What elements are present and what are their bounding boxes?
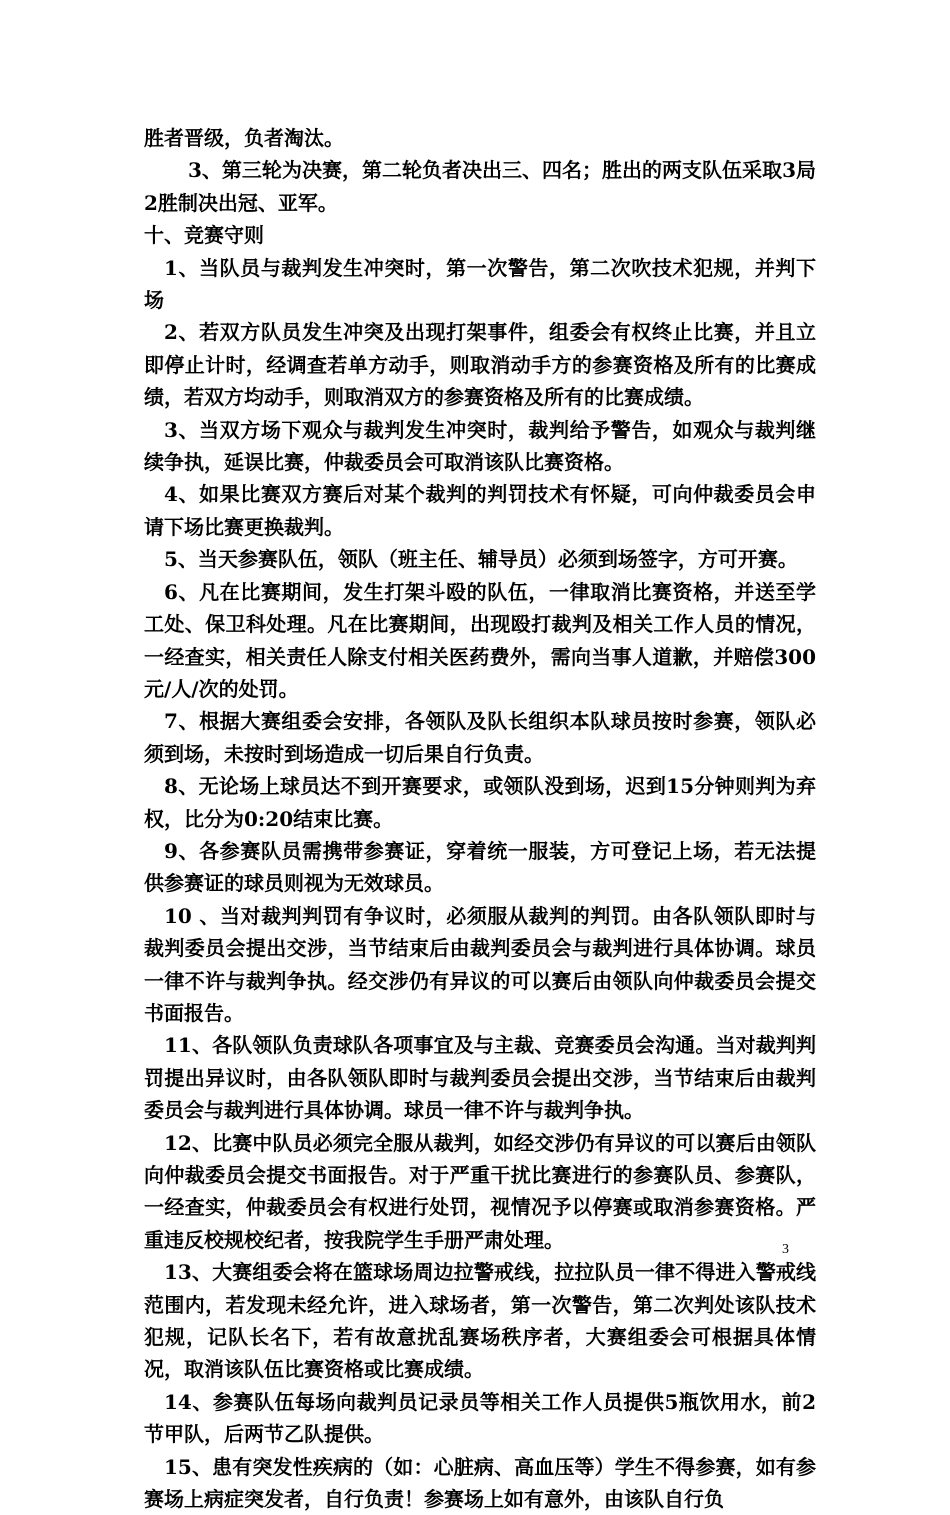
page-number: 3	[782, 1242, 789, 1257]
paragraph: 4、如果比赛双方赛后对某个裁判的判罚技术有怀疑，可向仲裁委员会申请下场比赛更换裁判。	[144, 482, 816, 539]
paragraph: 9、各参赛队员需携带参赛证，穿着统一服装，方可登记上场，若无法提供参赛证的球员则视为无效球员。	[144, 838, 816, 896]
paragraph: 6、凡在比赛期间，发生打架斗殴的队伍，一律取消比赛资格，并送至学工处、保卫科处理。凡在比赛期间，出现殴打裁判及相关工作人员的情况，一经查实，相关责任人除支付相关医药费外，需向当事人道歉，并赔偿300元/人/次的处罚。	[144, 579, 816, 701]
paragraph: 2、若双方队员发生冲突及出现打架事件，组委会有权终止比赛，并且立即停止计时，经调查若单方动手，则取消动手方的参赛资格及所有的比赛成绩，若双方均动手，则取消双方的参赛资格及所有的比赛成绩。	[144, 320, 816, 410]
paragraph: 1、当队员与裁判发生冲突时，第一次警告，第二次吹技术犯规，并判下场	[144, 255, 816, 313]
section-heading: 十、竞赛守则	[144, 223, 264, 248]
paragraph: 10 、当对裁判判罚有争议时，必须服从裁判的判罚。由各队领队即时与裁判委员会提出交涉，当节结束后由裁判委员会与裁判进行具体协调。球员一律不许与裁判争执。经交涉仍有异议的可以赛后由领队向仲裁委员会提交书面报告。	[144, 903, 816, 1025]
paragraph: 11、各队领队负责球队各项事宜及与主裁、竞赛委员会沟通。当对裁判判罚提出异议时，由各队领队即时与裁判委员会提出交涉，当节结束后由裁判委员会与裁判进行具体协调。球员一律不许与裁判争执。	[144, 1033, 816, 1123]
paragraph: 7、根据大赛组委会安排，各领队及队长组织本队球员按时参赛，领队必须到场，未按时到场造成一切后果自行负责。	[144, 709, 816, 766]
paragraph: 3、第三轮为决赛，第二轮负者决出三、四名；胜出的两支队伍采取3局2胜制决出冠、亚军。	[144, 158, 816, 215]
paragraph: 13、大赛组委会将在篮球场周边拉警戒线，拉拉队员一律不得进入警戒线范围内，若发现未经允许，进入球场者，第一次警告，第二次判处该队技术犯规，记队长名下，若有故意扰乱赛场秩序者，大赛组委会可根据具体情况，取消该队伍比赛资格或比赛成绩。	[144, 1260, 816, 1382]
paragraph: 5、当天参赛队伍，领队（班主任、辅导员）必须到场签字，方可开赛。	[164, 547, 798, 572]
document-body	[144, 122, 816, 1515]
paragraph: 15、患有突发性疾病的（如：心脏病、高血压等）学生不得参赛，如有参赛场上病症突发者，自行负责！参赛场上如有意外，由该队自行负	[144, 1454, 816, 1512]
paragraph: 3、当双方场下观众与裁判发生冲突时，裁判给予警告，如观众与裁判继续争执，延误比赛，仲裁委员会可取消该队比赛资格。	[144, 417, 816, 475]
paragraph: 12、比赛中队员必须完全服从裁判，如经交涉仍有异议的可以赛后由领队向仲裁委员会提交书面报告。对于严重干扰比赛进行的参赛队员、参赛队，一经查实，仲裁委员会有权进行处罚，视情况予以停赛或取消参赛资格。严重违反校规校纪者，按我院学生手册严肃处理。	[144, 1130, 816, 1252]
paragraph: 14、参赛队伍每场向裁判员记录员等相关工作人员提供5瓶饮用水，前2节甲队，后两节乙队提供。	[144, 1389, 816, 1447]
paragraph: 8、无论场上球员达不到开赛要求，或领队没到场，迟到15分钟则判为弃权，比分为0:20结束比赛。	[144, 774, 816, 831]
paragraph: 胜者晋级，负者淘汰。	[144, 126, 344, 150]
